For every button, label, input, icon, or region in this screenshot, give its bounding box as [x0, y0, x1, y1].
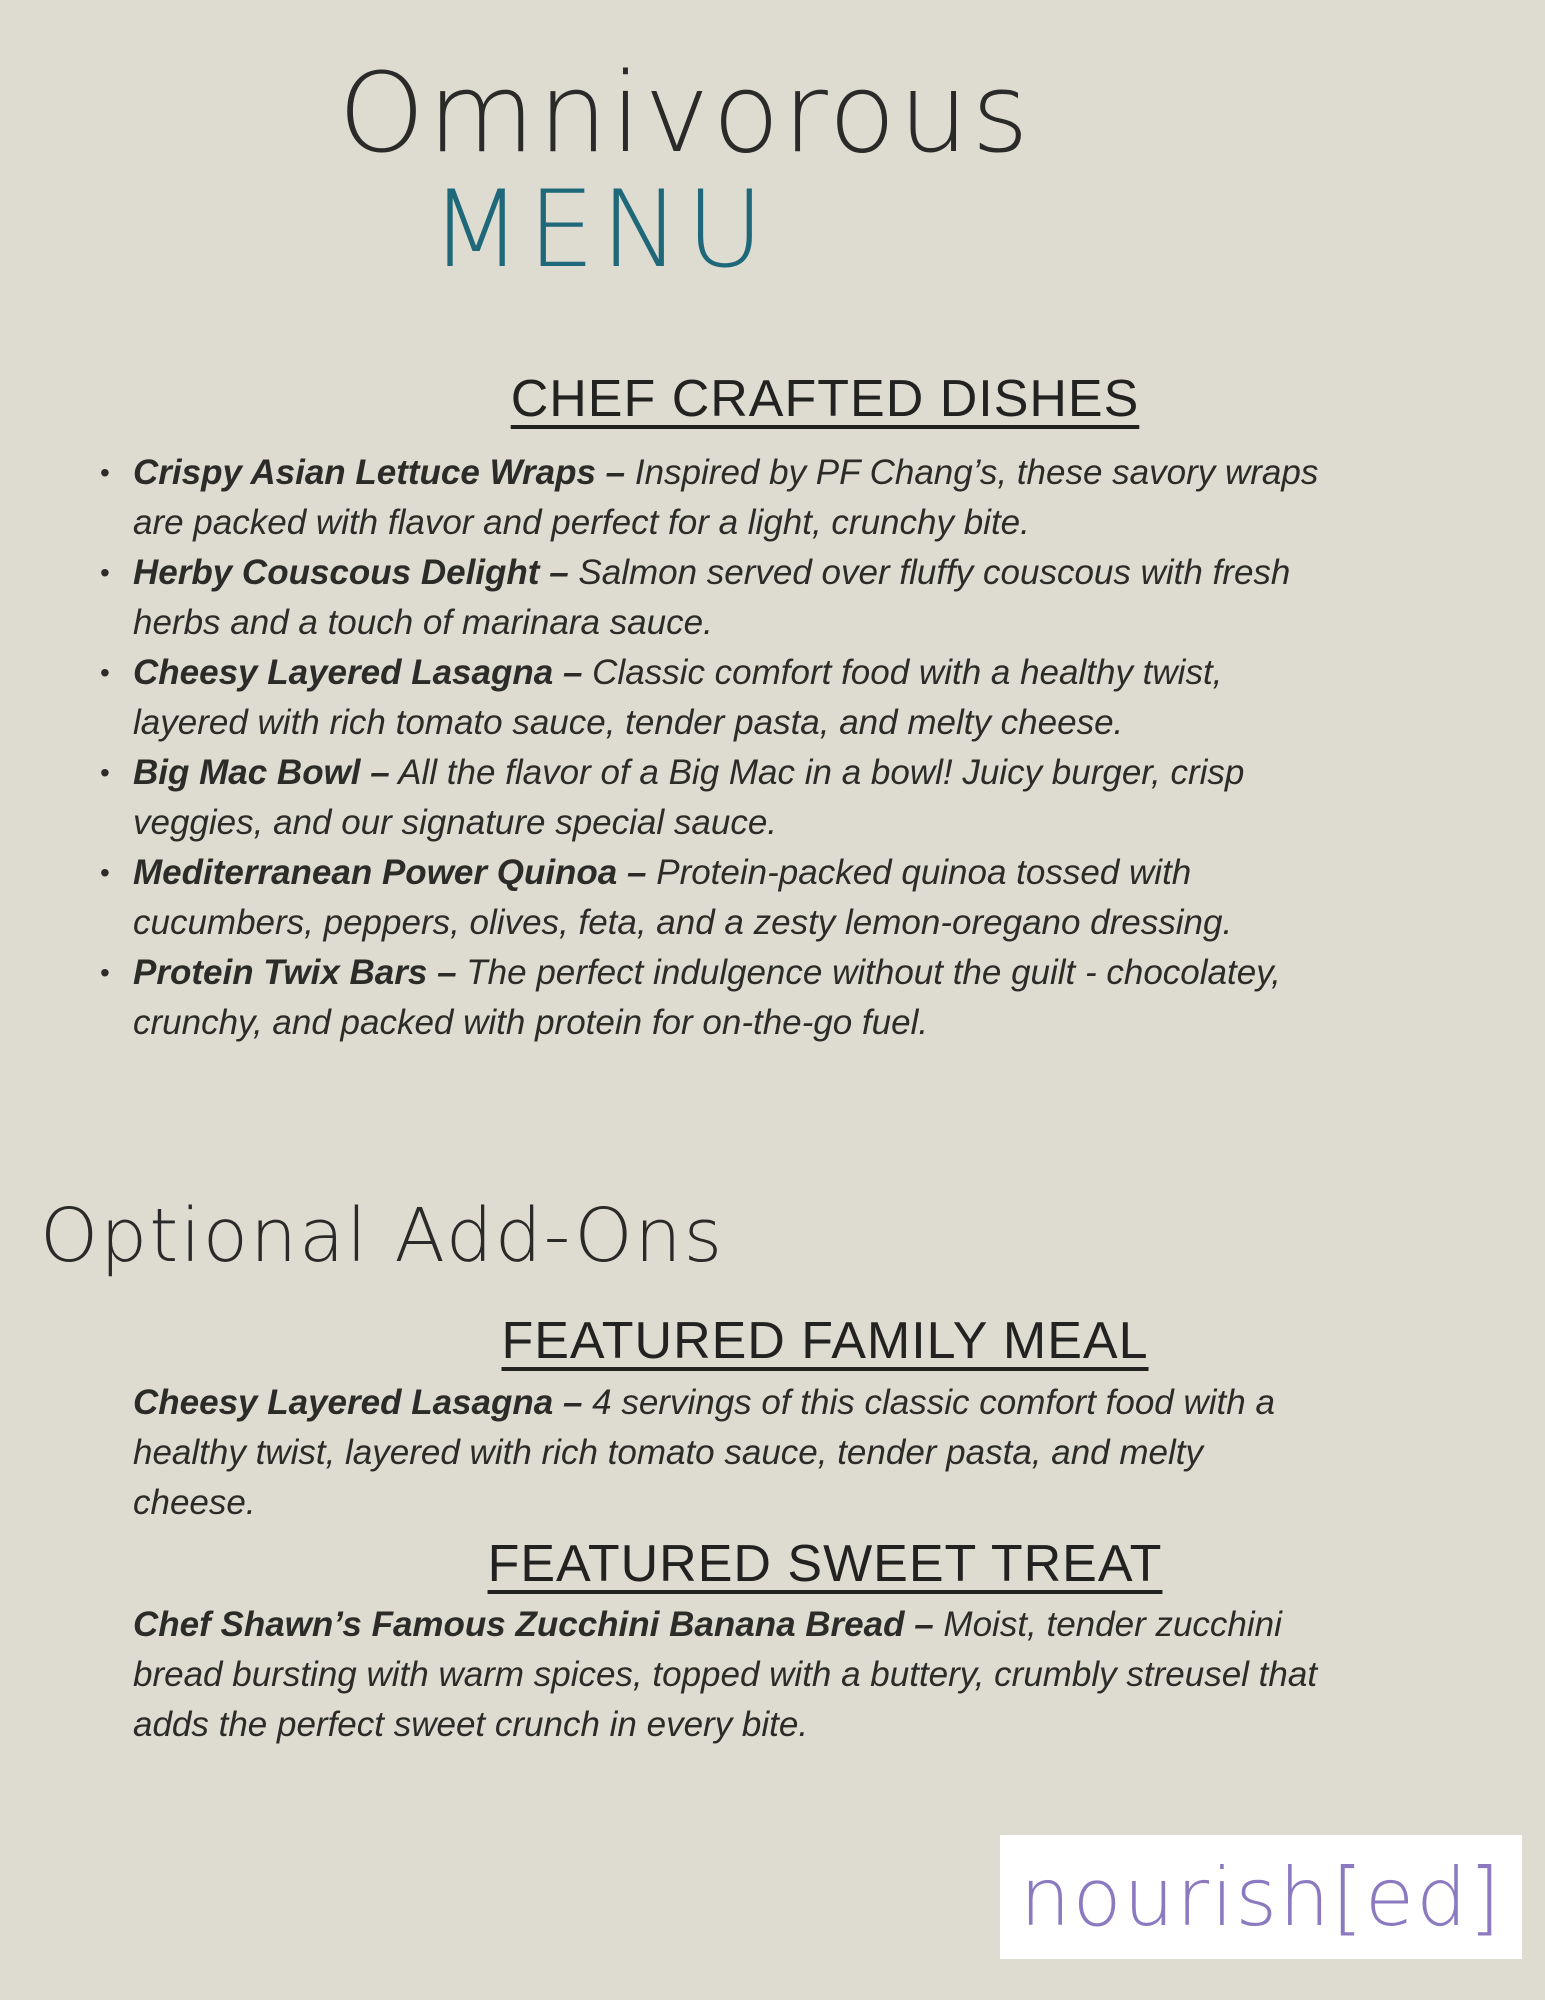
page-title: Omnivorous [338, 49, 1032, 177]
dish-item [100, 848, 1340, 948]
dish-description: Moist, tender zucchini bread bursting with warm spices, topped with a buttery, crumbly streusel that adds the perfect sweet crunch in every bite. [133, 1605, 1318, 1744]
dash-separator: – [605, 453, 626, 492]
dish-text [133, 448, 1333, 548]
dish-name: Cheesy Layered Lasagna [133, 1383, 554, 1422]
page-subtitle: MENU [430, 168, 770, 291]
dish-description: Classic comfort food with a healthy twist, layered with rich tomato sauce, tender pasta, and melty cheese. [133, 653, 1223, 742]
featured-family-meal-heading: FEATURED FAMILY MEAL [501, 1312, 1149, 1370]
featured-family-meal-text [133, 1378, 1333, 1528]
dish-description: 4 servings of this classic comfort food with a healthy twist, layered with rich tomato sauce, tender pasta, and melty cheese. [133, 1383, 1275, 1522]
dash-separator: – [627, 853, 647, 892]
dish-name: Herby Couscous Delight [133, 553, 540, 592]
bullet-icon: • [100, 657, 110, 688]
dish-description: The perfect indulgence without the guilt - chocolatey, crunchy, and packed with protein for on-the-go fuel. [133, 953, 1281, 1042]
dish-item [100, 648, 1340, 748]
dish-text [133, 548, 1333, 648]
optional-addons-heading: Optional Add-Ons [40, 1193, 725, 1279]
dish-name: Cheesy Layered Lasagna [133, 653, 554, 692]
dish-description: Salmon served over fluffy couscous with fresh herbs and a touch of marinara sauce. [133, 553, 1291, 642]
dish-text [133, 748, 1333, 848]
dish-text [133, 648, 1333, 748]
dish-name: Big Mac Bowl [133, 753, 361, 792]
dish-list [100, 448, 1340, 1048]
dish-name: Protein Twix Bars [133, 953, 428, 992]
nourished-logo-text: nourish[ed] [1019, 1850, 1503, 1944]
bullet-icon: • [100, 457, 110, 488]
chef-crafted-heading: CHEF CRAFTED DISHES [510, 370, 1140, 428]
dish-item [100, 548, 1340, 648]
dish-item [100, 948, 1340, 1048]
dish-description: All the flavor of a Big Mac in a bowl! Juicy burger, crisp veggies, and our signature special sauce. [133, 753, 1245, 842]
bullet-icon: • [100, 957, 110, 988]
dash-separator: – [549, 553, 569, 592]
dash-separator: – [914, 1605, 934, 1644]
dish-text [133, 948, 1333, 1048]
dash-separator: – [370, 753, 390, 792]
dish-name: Crispy Asian Lettuce Wraps [133, 453, 596, 492]
bullet-icon: • [100, 857, 110, 888]
featured-sweet-treat-text [133, 1600, 1333, 1750]
dish-item [100, 748, 1340, 848]
bullet-icon: • [100, 757, 110, 788]
dish-name: Mediterranean Power Quinoa [133, 853, 618, 892]
dish-text [133, 848, 1333, 948]
nourished-logo [1000, 1835, 1522, 1959]
bullet-icon: • [100, 557, 110, 588]
dash-separator: – [562, 1383, 583, 1422]
dish-name: Chef Shawn’s Famous Zucchini Banana Bread [133, 1605, 905, 1644]
dish-description: Inspired by PF Chang’s, these savory wraps are packed with flavor and perfect for a light, crunchy bite. [133, 453, 1319, 542]
featured-sweet-treat-heading: FEATURED SWEET TREAT [487, 1535, 1163, 1593]
dash-separator: – [562, 653, 583, 692]
dish-description: Protein-packed quinoa tossed with cucumbers, peppers, olives, feta, and a zesty lemon-oregano dressing. [133, 853, 1233, 942]
dash-separator: – [437, 953, 457, 992]
dish-item [100, 448, 1340, 548]
